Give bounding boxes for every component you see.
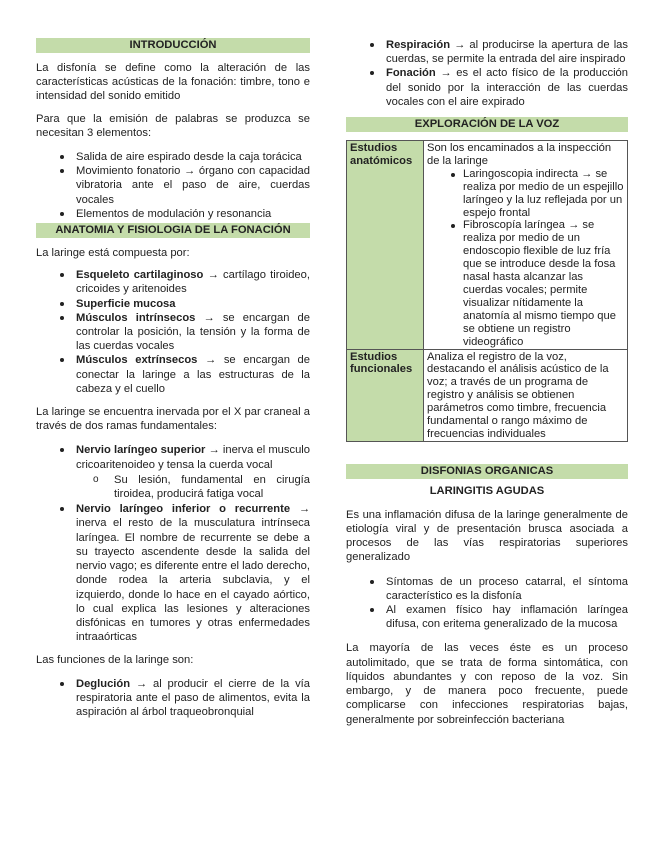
nerves-list xyxy=(36,443,310,644)
anatomia-heading: ANATOMIA Y FISIOLOGIA DE LA FONACIÓN xyxy=(36,223,310,238)
nerve-sublist xyxy=(76,473,310,501)
term: Deglución xyxy=(76,677,131,690)
row-label: Estudios funcionales xyxy=(347,349,424,441)
laringitis-evolution-paragraph: La mayoría de las veces éste es un proceso autolimitado, que se trata de forma sintomática, con líquidos abundantes y con reposo de la voz. Sin embargo, y de manera poco frecuente, puede complicarse con infecciones respiratorias bajas, generalmente por sobreinfección bacteriana xyxy=(346,642,628,726)
list-item: Al examen físico hay inflamación laríngea difusa, con eritema generalizado de la mucosa xyxy=(346,603,628,631)
table-row xyxy=(347,349,628,441)
term: Fonación xyxy=(386,67,436,80)
row-list xyxy=(427,168,624,349)
term: Nervio laríngeo superior xyxy=(76,444,206,457)
list-item: Síntomas de un proceso catarral, el síntoma característico es la disfonía xyxy=(346,575,628,603)
functions-list-start xyxy=(36,677,310,720)
laringitis-paragraph: Es una inflamación difusa de la laringe generalmente de etiología viral y de presentación brusca asociada a procesos de las vías respiratorias superiores generalizado xyxy=(346,508,628,564)
list-item: Movimiento fonatorio → órgano con capacidad vibratoria ante el paso de aire, cuerdas vocales xyxy=(36,164,310,207)
elements-list xyxy=(36,150,310,221)
left-column xyxy=(36,0,310,719)
list-item: Nervio laríngeo superior → inerva el musculo cricoaritenoideo y tensa la cuerda vocal o Su lesión, fundamental en cirugía tiroidea, producirá fatiga vocal xyxy=(36,443,310,501)
laringe-components-list xyxy=(36,268,310,396)
funciones-paragraph: Las funciones de la laringe son: xyxy=(36,654,194,667)
list-item: Respiración → al producirse la apertura de las cuerdas, se permite la entrada del aire inspirado xyxy=(346,38,628,66)
list-item: Fibroscopía laríngea → se realiza por medio de un endoscopio flexible de luz fría que se introduce desde la fosa nasal hasta alcanzar las cuerdas vocales; permite visualizar nítidamente la anatomía al mismo tiempo que se obtiene un registro videográfico xyxy=(427,219,624,348)
laringitis-heading: LARINGITIS AGUDAS xyxy=(429,484,545,497)
intro-heading: INTRODUCCIÓN xyxy=(36,38,310,53)
term: Esqueleto cartilaginoso xyxy=(76,269,204,282)
exploracion-table xyxy=(346,140,628,442)
list-item: Laringoscopia indirecta → se realiza por medio de un espejillo laríngeo y la luz reflejada por un espejo frontal xyxy=(427,168,624,220)
laringe-composition-paragraph: La laringe está compuesta por: xyxy=(36,247,190,260)
list-item: Salida de aire espirado desde la caja torácica xyxy=(36,150,310,164)
list-item: Nervio laríngeo inferior o recurrente → inerva el resto de la musculatura intrínseca laríngea. El nombre de recurrente se debe a su trayecto ascendente desde la salida del nervio vago; es diferente entre el lado derecho, donde rodea la arteria subclavia, y el izquierdo, donde lo hace en el cayado aórtico, lo cual explica las lesiones y alteraciones disfónicas en tumores y otras enfermedades intraaórticas xyxy=(36,502,310,644)
row-intro: Analiza el registro de la voz, destacando el análisis acústico de la voz; a través de un programa de registro y análisis se obtienen parámetros como timbre, frecuencia fundamental o rango máximo de frecuencias individuales xyxy=(427,350,609,440)
list-item: Músculos extrínsecos → se encargan de conectar la laringe a las estructuras de la cabeza y el cuello xyxy=(36,353,310,396)
list-item xyxy=(36,297,310,311)
table-row xyxy=(347,141,628,350)
disfonias-heading: DISFONIAS ORGANICAS xyxy=(346,464,628,479)
row-label: Estudios anatómicos xyxy=(347,141,424,350)
sub-list-item: o Su lesión, fundamental en cirugía tiroidea, producirá fatiga vocal xyxy=(76,473,310,501)
row-intro: Son los encaminados a la inspección de la laringe xyxy=(427,142,612,167)
intro-paragraph: La disfonía se define como la alteración de las características acústicas de la fonación: timbre, tono e intensidad del sonido emitido xyxy=(36,62,310,103)
functions-list-cont xyxy=(346,38,628,109)
term: Músculos intrínsecos xyxy=(76,311,196,324)
term: Superficie mucosa xyxy=(76,297,176,310)
row-content xyxy=(424,141,628,350)
exploracion-heading: EXPLORACIÓN DE LA VOZ xyxy=(346,117,628,132)
list-item: Músculos intrínsecos → se encargan de controlar la posición, la tensión y la forma de las cuerdas vocales xyxy=(36,311,310,354)
list-item: Deglución → al producir el cierre de la vía respiratoria ante el paso de alimentos, evita la aspiración al árbol traqueobronquial xyxy=(36,677,310,720)
list-item: Fonación → es el acto físico de la producción del sonido por la interacción de las cuerdas vocales con el aire expirado xyxy=(346,66,628,109)
right-column xyxy=(346,0,628,727)
row-content xyxy=(424,349,628,441)
term: Nervio laríngeo inferior o recurrente xyxy=(76,503,291,516)
term: Músculos extrínsecos xyxy=(76,354,198,367)
term: Respiración xyxy=(386,39,451,51)
list-item: Esqueleto cartilaginoso → cartílago tiroideo, cricoides y aritenoides xyxy=(36,268,310,296)
list-item: Elementos de modulación y resonancia xyxy=(36,207,310,221)
inervacion-paragraph: La laringe se encuentra inervada por el X par craneal a través de dos ramas fundamentales: xyxy=(36,406,310,433)
laringitis-list xyxy=(346,575,628,632)
intro-elements-paragraph: Para que la emisión de palabras se produzca se necesitan 3 elementos: xyxy=(36,112,310,139)
